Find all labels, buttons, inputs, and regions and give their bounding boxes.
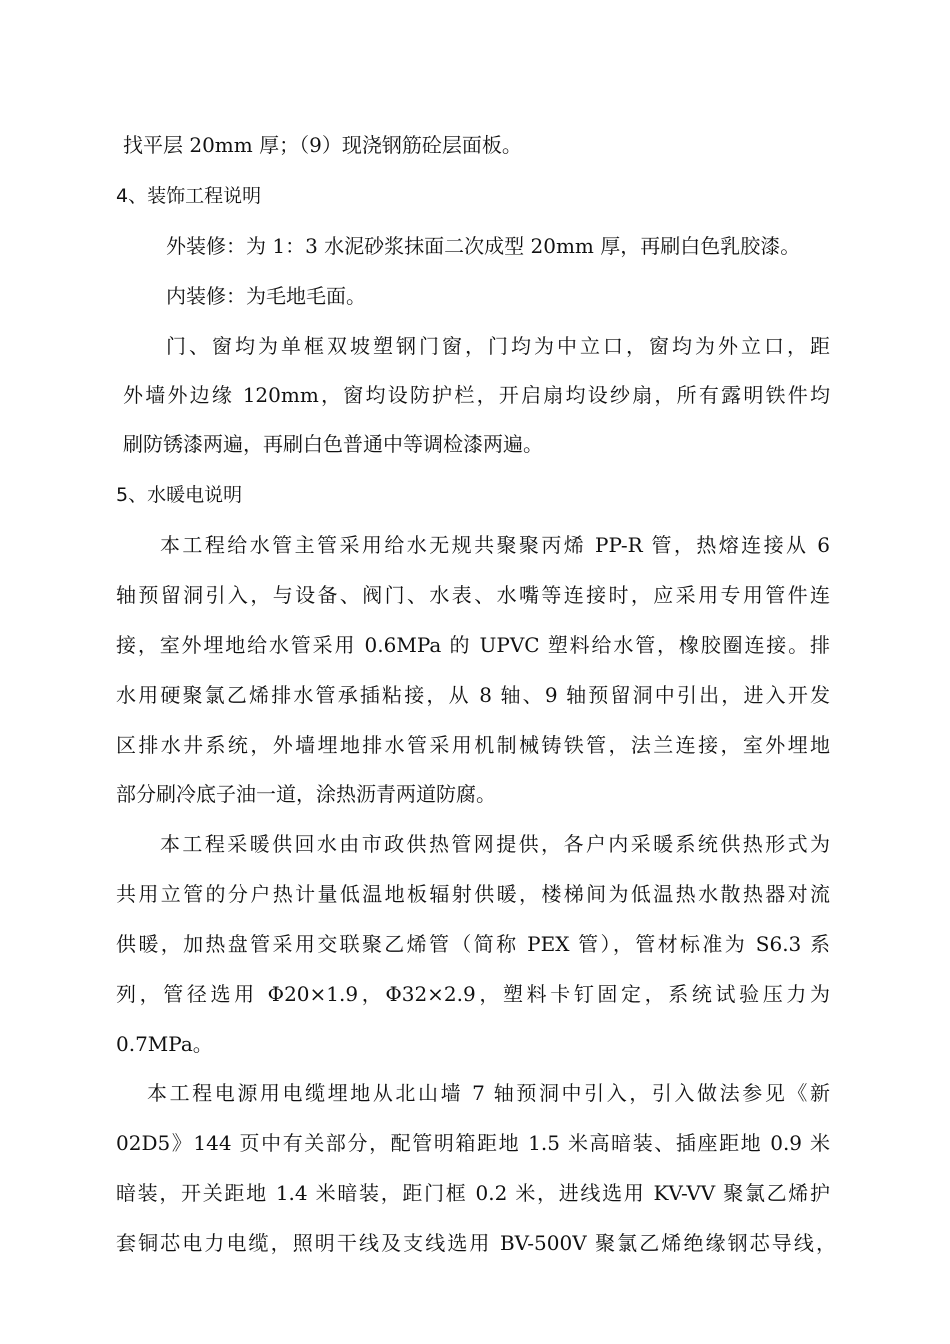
- text-line: 外装修：为 1：3 水泥砂浆抹面二次成型 20mm 厚，再刷白色乳胶漆。: [166, 234, 801, 258]
- text-line: 供暖，加热盘管采用交联聚乙烯管（简称 PEX 管），管材标准为 S6.3 系: [116, 932, 830, 956]
- text-line: 刷防锈漆两遍，再刷白色普通中等调检漆两遍。: [123, 432, 543, 456]
- text-line: 共用立管的分户热计量低温地板辐射供暖，楼梯间为低温热水散热器对流: [116, 882, 830, 906]
- text-line: 轴预留洞引入，与设备、阀门、水表、水嘴等连接时，应采用专用管件连: [116, 583, 830, 607]
- text-line: 0.7MPa。: [116, 1032, 213, 1056]
- section-heading-4: 4、装饰工程说明: [116, 185, 262, 207]
- text-line: 套铜芯电力电缆，照明干线及支线选用 BV-500V 聚氯乙烯绝缘钢芯导线，: [116, 1231, 836, 1255]
- text-line: 外墙外边缘 120mm，窗均设防护栏，开启扇均设纱扇，所有露明铁件均: [123, 383, 830, 407]
- text-line: 列，管径选用 Φ20×1.9，Φ32×2.9，塑料卡钉固定，系统试验压力为: [116, 982, 830, 1006]
- text-line: 暗装，开关距地 1.4 米暗装，距门框 0.2 米，进线选用 KV-VV 聚氯乙烯护: [116, 1181, 830, 1205]
- text-line: 02D5》144 页中有关部分，配管明箱距地 1.5 米高暗装、插座距地 0.9 米: [116, 1131, 830, 1155]
- text-line: 内装修：为毛地毛面。: [166, 284, 366, 308]
- text-line: 水用硬聚氯乙烯排水管承插粘接，从 8 轴、9 轴预留洞中引出，进入开发: [116, 683, 830, 707]
- text-line: 接，室外埋地给水管采用 0.6MPa 的 UPVC 塑料给水管，橡胶圈连接。排: [116, 633, 830, 657]
- text-line: 本工程采暖供回水由市政供热管网提供，各户内采暖系统供热形式为: [160, 832, 830, 856]
- text-line: 门、窗均为单框双坡塑钢门窗，门均为中立口，窗均为外立口，距: [166, 334, 830, 358]
- text-line: 找平层 20mm 厚；（9）现浇钢筋砼层面板。: [123, 133, 522, 157]
- text-line: 部分刷冷底子油一道，涂热沥青两道防腐。: [116, 782, 496, 806]
- text-line: 本工程给水管主管采用给水无规共聚聚丙烯 PP-R 管，热熔连接从 6: [160, 533, 830, 557]
- section-heading-5: 5、水暖电说明: [116, 484, 243, 506]
- text-line: 区排水井系统，外墙埋地排水管采用机制械铸铁管，法兰连接，室外埋地: [116, 733, 830, 757]
- text-line: 本工程电源用电缆埋地从北山墙 7 轴预洞中引入，引入做法参见《新: [147, 1081, 830, 1105]
